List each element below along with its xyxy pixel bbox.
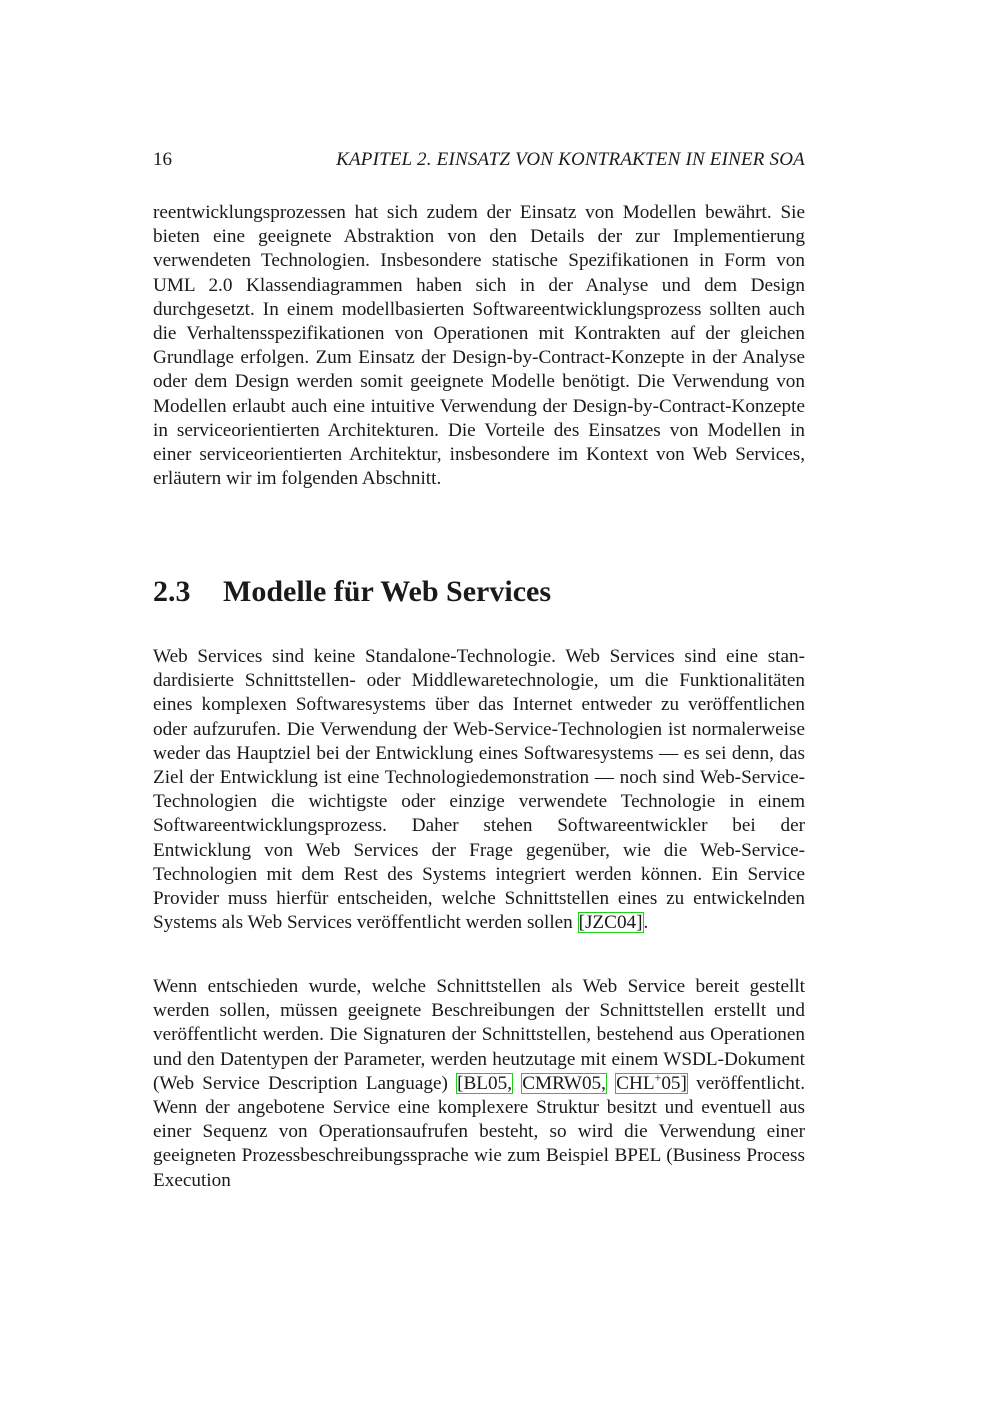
citation-text: 05] — [661, 1072, 687, 1094]
citation-link-bl05[interactable]: [BL05, — [457, 1072, 512, 1094]
citation-superscript: + — [654, 1070, 662, 1085]
body-paragraph-3 — [153, 975, 805, 1193]
body-paragraph-1: reentwicklungsprozessen hat sich zudem der Einsatz von Modellen bewährt. Sie bieten eine geeignete Abstraktion von den Details der zur Implementierung verwendeten Technologien. Insbesondere statische Spezifikationen in Form von UML 2.0 Klassendiagrammen haben sich in der Analyse und dem Design durchgesetzt. In einem modellbasierten Softwareentwicklungsprozess sollten auch die Verhaltensspezifikationen von Operationen mit Kontrakten auf der gleichen Grundlage erfolgen. Zum Einsatz der Design-by-Contract-Konzepte in der Analyse oder dem Design werden somit geeignete Modelle benötigt. Die Verwendung von Modellen erlaubt auch eine intuitive Verwendung der Design-by-Contract-Konzepte in serviceorientierten Architekturen. Die Vorteile des Einsatzes von Modellen in einer serviceorientierten Architektur, insbesondere im Kontext von Web Services, erläutern wir im folgenden Abschnitt. — [153, 202, 805, 490]
running-title: KAPITEL 2. EINSATZ VON KONTRAKTEN IN EINER SOA — [336, 149, 805, 170]
citation-text: CHL — [616, 1072, 655, 1094]
section-number: 2.3 — [153, 575, 191, 608]
paragraph-text: veröffentlicht. Wenn der angebotene Service eine komplexere Struktur besitzt und eventuell aus einer Sequenz von Operationsaufrufen besteht, so wird die Verwendung einer geeigneten Prozessbeschreibungssprache wie zum Beispiel BPEL (Business Process Execution — [153, 1072, 806, 1191]
citation-link-cmrw05[interactable]: CMRW05, — [522, 1072, 606, 1094]
section-title: Modelle für Web Services — [223, 575, 552, 608]
page-header — [153, 147, 805, 173]
body-paragraph-2 — [153, 645, 805, 935]
page-number: 16 — [153, 149, 172, 170]
citation-link-jzc04[interactable]: [JZC04] — [578, 912, 643, 934]
paragraph-text[interactable]: Wenn entschieden wurde, welche Schnittstellen als Web Service bereit gestellt werden sollen, müssen geeignete Beschreibungen der Schnittstellen erstellt und veröffentlicht werden. Die Signaturen der Schnittstellen, bestehend aus Operationen und den Datentypen der Parameter, werden heutzutage mit einem WSDL-Dokument (Web Service Description Language) — [153, 976, 805, 1094]
paragraph-text: . — [643, 912, 649, 934]
paragraph-text: Web Services sind keine Standalone-Technologie. Web Services sind eine standardisierte Schnittstellen- oder Middlewaretechnologie, um die Funktionalitäten eines komplexen Softwaresystems über das Internet entweder zu veröffentlichen oder aufzurufen. Die Verwendung der Web-Service-Technologien ist normalerweise weder das Hauptziel bei der Entwicklung eines Softwaresystems — es sei denn, das Ziel der Entwicklung ist eine Technologiedemonstration — noch sind Web-Service-Technologien die wichtigste oder einzige verwendete Technologie in einem Softwareentwicklungsprozess. Daher stehen Softwareentwickler bei der Entwicklung von Web Services der Frage gegenüber, wie die Web-Service-Technologien mit dem Rest des Systems integriert werden können. Ein Service Provider muss hierfür entscheiden, welche Schnittstellen eines zu entwickelnden Systems als Web Services veröffentlicht werden sollen — [153, 646, 805, 934]
citation-link-chl05[interactable] — [615, 1070, 688, 1094]
section-heading — [153, 572, 551, 612]
